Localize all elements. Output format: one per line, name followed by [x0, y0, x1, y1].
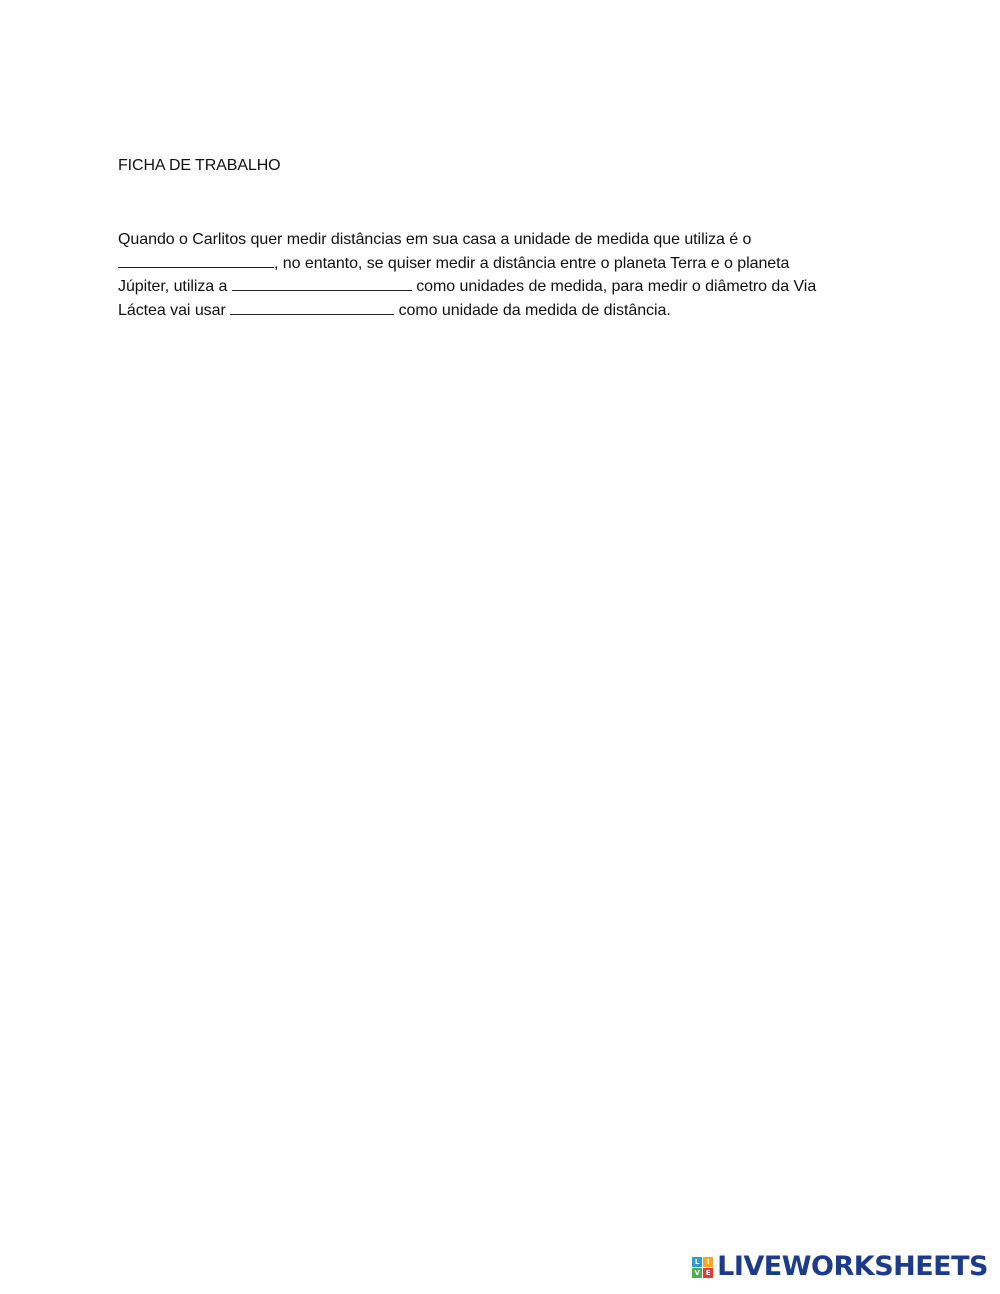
logo-letter-v: V: [692, 1268, 702, 1278]
answer-blank-1[interactable]: [118, 253, 274, 268]
paragraph-line-2: [118, 252, 878, 276]
paragraph-line-3: [118, 275, 878, 299]
line-4-text-after: como unidade da medida de distância.: [398, 301, 671, 319]
paragraph-line-4: [118, 299, 878, 323]
answer-blank-2[interactable]: [232, 276, 412, 291]
answer-blank-3[interactable]: [230, 300, 394, 315]
brand-name: LIVEWORKSHEETS: [717, 1251, 988, 1282]
line-4-text-before: Láctea vai usar: [118, 301, 226, 319]
live-logo-icon: [692, 1257, 713, 1278]
line-3-text-before: Júpiter, utiliza a: [118, 278, 228, 295]
line-2-text: , no entanto, se quiser medir a distância entre o planeta Terra e o planeta: [274, 254, 790, 272]
line-3-text-after: como unidades de medida, para medir o diâmetro da Via: [416, 278, 817, 295]
worksheet-title: FICHA DE TRABALHO: [118, 157, 281, 174]
logo-letter-i: I: [703, 1257, 713, 1267]
paragraph-line-1: [118, 228, 878, 252]
exercise-paragraph: [118, 228, 878, 322]
line-1-text: Quando o Carlitos quer medir distâncias em sua casa a unidade de medida que utiliza é o: [118, 231, 752, 248]
logo-letter-e: E: [703, 1268, 713, 1278]
liveworksheets-logo: [692, 1252, 988, 1282]
logo-letter-l: L: [692, 1257, 702, 1267]
